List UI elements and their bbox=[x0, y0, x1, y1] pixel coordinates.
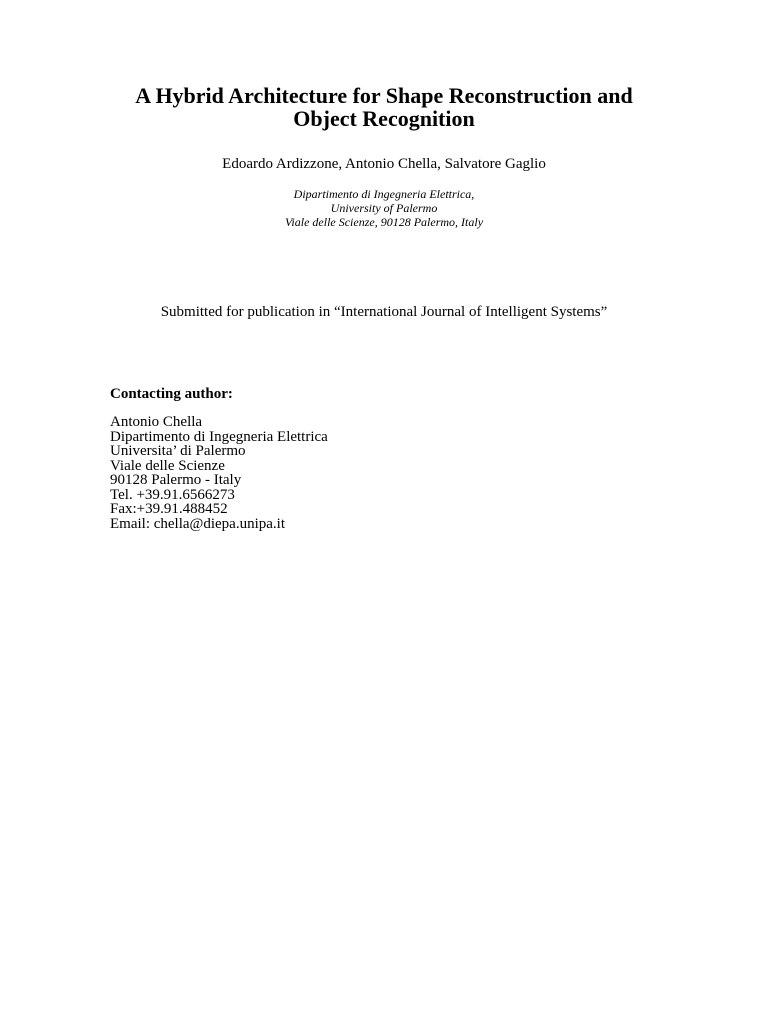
author-list: Edoardo Ardizzone, Antonio Chella, Salvatore Gaglio bbox=[222, 156, 546, 172]
title-line-2: Object Recognition bbox=[293, 106, 475, 131]
submission-note: Submitted for publication in “International Journal of Intelligent Systems” bbox=[160, 304, 608, 320]
contact-email: Email: chella@diepa.unipa.it bbox=[110, 515, 286, 532]
contact-name: Antonio Chella bbox=[110, 414, 203, 430]
contact-fax: Fax:+39.91.488452 bbox=[110, 501, 228, 517]
contact-block bbox=[110, 415, 328, 531]
contact-phone: Tel. +39.91.6566273 bbox=[110, 486, 235, 503]
affiliation-line-2: University of Palermo bbox=[330, 201, 438, 215]
title-line-1: A Hybrid Architecture for Shape Reconstruction and bbox=[135, 83, 633, 108]
contact-department: Dipartimento di Ingegneria Elettrica bbox=[110, 428, 328, 445]
affiliation bbox=[0, 187, 768, 229]
paper-title bbox=[0, 84, 768, 130]
contact-street: Viale delle Scienze bbox=[110, 457, 225, 474]
contact-heading: Contacting author: bbox=[110, 386, 233, 402]
affiliation-line-1: Dipartimento di Ingegneria Elettrica, bbox=[293, 187, 475, 201]
affiliation-line-3: Viale delle Scienze, 90128 Palermo, Italy bbox=[284, 215, 484, 229]
contact-city: 90128 Palermo - Italy bbox=[110, 472, 242, 488]
contact-university: Universita’ di Palermo bbox=[110, 443, 246, 459]
